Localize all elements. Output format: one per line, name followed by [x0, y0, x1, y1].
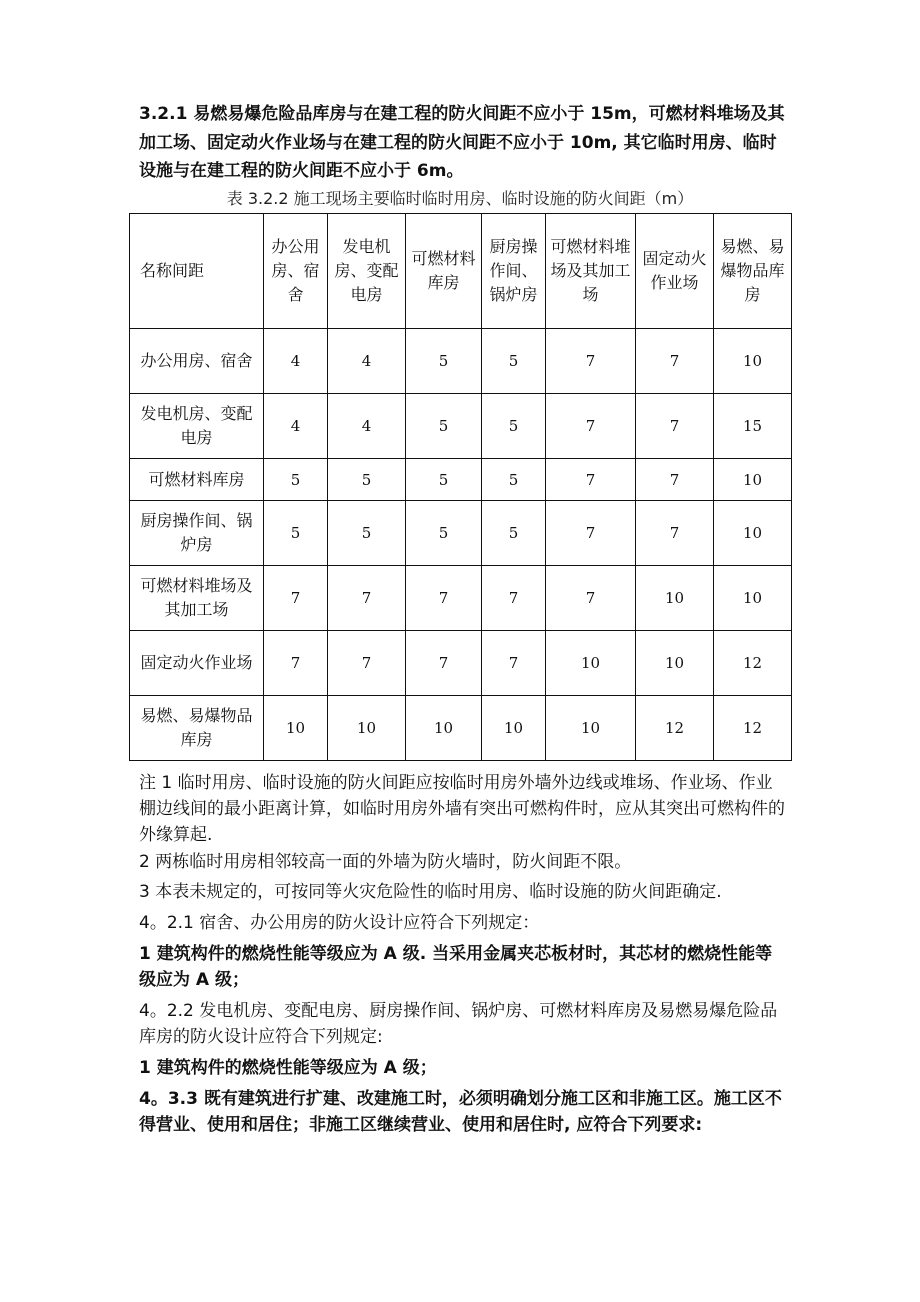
table-cell: 7: [406, 566, 482, 631]
clause-4-2-1-item-1: 1 建筑构件的燃烧性能等级应为 A 级. 当采用金属夹芯板材时，其芯材的燃烧性能等级应为 A 级；: [139, 944, 773, 990]
column-header: 可燃材料堆场及其加工场: [546, 214, 636, 329]
table-cell: 4: [328, 329, 406, 394]
table-cell: 12: [714, 631, 792, 696]
table-cell: 5: [264, 459, 328, 501]
row-header: 发电机房、变配电房: [130, 394, 264, 459]
table-cell: 7: [328, 566, 406, 631]
table-cell: 5: [406, 329, 482, 394]
table-cell: 10: [714, 501, 792, 566]
row-header: 厨房操作间、锅炉房: [130, 501, 264, 566]
table-cell: 7: [546, 566, 636, 631]
table-cell: 5: [482, 394, 546, 459]
clause-4-2-2-item-1: 1 建筑构件的燃烧性能等级应为 A 级；: [139, 1058, 437, 1078]
table-cell: 10: [714, 566, 792, 631]
table-cell: 4: [264, 329, 328, 394]
table-cell: 10: [546, 631, 636, 696]
table-cell: 10: [264, 696, 328, 761]
table-cell: 7: [482, 566, 546, 631]
row-header: 可燃材料堆场及其加工场: [130, 566, 264, 631]
clause-text: 易燃易爆危险品库房与在建工程的防火间距不应小于 15m，可燃材料堆场及其加工场、固定动火作业场与在建工程的防火间距不应小于 10m, 其它临时用房、临时设施与在建工程的防火间距不应小于 6m。: [139, 104, 785, 181]
table-cell: 7: [546, 501, 636, 566]
table-cell: 7: [482, 631, 546, 696]
table-cell: 10: [482, 696, 546, 761]
clause-4-2-1: 4。2.1 宿舍、办公用房的防火设计应符合下列规定：: [139, 913, 540, 933]
table-cell: 4: [264, 394, 328, 459]
table-cell: 7: [636, 329, 714, 394]
column-header: 发电机房、变配电房: [328, 214, 406, 329]
table-cell: 12: [636, 696, 714, 761]
table-cell: 7: [546, 394, 636, 459]
table-cell: 7: [636, 501, 714, 566]
clause-number: 3.2.1: [139, 104, 188, 124]
row-header: 易燃、易爆物品库房: [130, 696, 264, 761]
table-cell: 5: [264, 501, 328, 566]
table-cell: 7: [264, 631, 328, 696]
table-cell: 5: [406, 394, 482, 459]
table-cell: 5: [328, 501, 406, 566]
note-2: 2 两栋临时用房相邻较高一面的外墙为防火墙时，防火间距不限。: [139, 852, 632, 872]
table-cell: 12: [714, 696, 792, 761]
clause-3-2-1: [139, 100, 789, 186]
table-cell: 5: [482, 459, 546, 501]
table-cell: 10: [714, 329, 792, 394]
table-cell: 10: [546, 696, 636, 761]
table-row: [130, 566, 792, 631]
table-cell: 7: [636, 394, 714, 459]
column-header: 可燃材料库房: [406, 214, 482, 329]
table-cell: 10: [406, 696, 482, 761]
column-header: 易燃、易爆物品库房: [714, 214, 792, 329]
table-row: [130, 696, 792, 761]
column-header: 办公用房、宿舍: [264, 214, 328, 329]
table-cell: 5: [406, 459, 482, 501]
row-header: 固定动火作业场: [130, 631, 264, 696]
row-header: 可燃材料库房: [130, 459, 264, 501]
table-header-row: [130, 214, 792, 329]
table-cell: 7: [546, 329, 636, 394]
table-cell: 7: [264, 566, 328, 631]
table-caption: 表 3.2.2 施工现场主要临时临时用房、临时设施的防火间距（m）: [226, 189, 694, 208]
table-cell: 10: [328, 696, 406, 761]
note-1: 注 1 临时用房、临时设施的防火间距应按临时用房外墙外边线或堆场、作业场、作业棚边线间的最小距离计算，如临时用房外墙有突出可燃构件时，应从其突出可燃构件的外缘算起.: [139, 773, 785, 845]
table-cell: 7: [546, 459, 636, 501]
clause-4-2-2: 4。2.2 发电机房、变配电房、厨房操作间、锅炉房、可燃材料库房及易燃易爆危险品库房的防火设计应符合下列规定:: [139, 1001, 778, 1047]
table-cell: 10: [636, 631, 714, 696]
table-cell: 10: [714, 459, 792, 501]
corner-header: 名称间距: [130, 214, 264, 329]
table-row: [130, 329, 792, 394]
table-cell: 7: [406, 631, 482, 696]
table-row: [130, 459, 792, 501]
table-cell: 5: [482, 329, 546, 394]
table-row: [130, 394, 792, 459]
table-cell: 7: [328, 631, 406, 696]
table-cell: 7: [636, 459, 714, 501]
table-cell: 10: [636, 566, 714, 631]
table-row: [130, 631, 792, 696]
column-header: 固定动火作业场: [636, 214, 714, 329]
table-cell: 5: [328, 459, 406, 501]
table-row: [130, 501, 792, 566]
note-3: 3 本表未规定的，可按同等火灾危险性的临时用房、临时设施的防火间距确定.: [139, 882, 722, 902]
table-cell: 5: [406, 501, 482, 566]
clause-4-3-3: 4。3.3 既有建筑进行扩建、改建施工时，必须明确划分施工区和非施工区。施工区不得营业、使用和居住；非施工区继续营业、使用和居住时, 应符合下列要求:: [139, 1089, 782, 1135]
table-cell: 5: [482, 501, 546, 566]
fire-spacing-table: [129, 213, 792, 761]
table-cell: 4: [328, 394, 406, 459]
row-header: 办公用房、宿舍: [130, 329, 264, 394]
column-header: 厨房操作间、锅炉房: [482, 214, 546, 329]
table-cell: 15: [714, 394, 792, 459]
